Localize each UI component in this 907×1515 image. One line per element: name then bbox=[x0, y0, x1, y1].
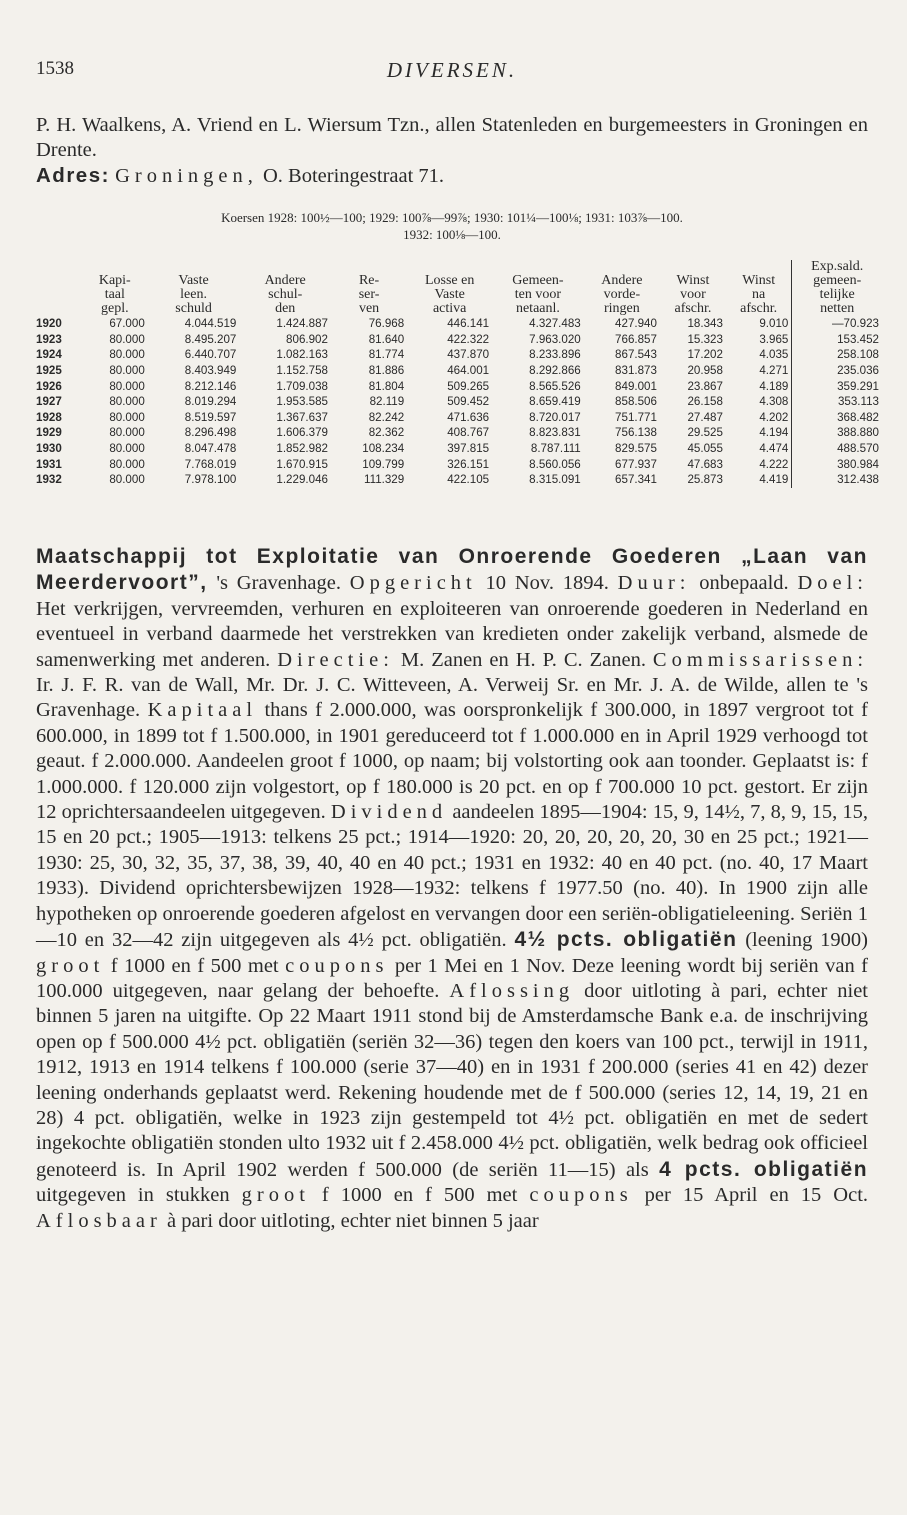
value-cell: 108.234 bbox=[362, 442, 405, 456]
page-header bbox=[36, 58, 868, 88]
column-header-line: netaanl. bbox=[515, 301, 560, 316]
commissarissen-label: Commissarissen: bbox=[652, 648, 869, 671]
value-cell: 8.296.498 bbox=[184, 426, 237, 440]
value-cell: 25.873 bbox=[687, 473, 723, 487]
value-cell: 1.709.038 bbox=[276, 379, 328, 393]
value-cell: 235.036 bbox=[792, 363, 882, 379]
obligaties-text-1d: door uitloting à pari, echter niet binnen 5 jaren na uitgifte. Op 22 Maart 1911 stond bij de Amsterdamsche Bank e.a. de inschrijving open op f 500.000 4½ pct. obligatiën (seriën 32—36) tegen den koers van 100 pct., terwijl in 1911, 1912, 1913 en 1914 telkens f 100.000 (serie 37—40) en in 1931 f 200.000 (series 41 en 42) dezer leening onderhands geplaatst werd. Rekening houdende met de f 500.000 (series 12, 14, 19, 21 en 28) 4 pct. obligatiën, welke in 1923 zijn gestempeld tot 4½ pct. obligatiën en met de sedert ingekochte obligatiën stonden ulto 1932 uit f 2.458.000 4½ pct. obligatiën, welk bedrag ook officieel genoteerd is. In April 1902 werden f 500.000 (de seriën 11—15) als bbox=[36, 979, 868, 1181]
column-header-line: ringen bbox=[603, 301, 640, 316]
value-cell: 488.570 bbox=[792, 441, 882, 457]
column-header-line: Vaste bbox=[434, 287, 465, 302]
obligaties-text-2d: à pari door uitloting, echter niet binnen 5 jaar bbox=[161, 1209, 539, 1232]
value-cell: 1.367.637 bbox=[276, 410, 328, 424]
value-cell: 408.767 bbox=[447, 426, 490, 440]
column-header-line: telijke bbox=[819, 287, 855, 302]
column-header-line: schuld bbox=[175, 301, 212, 316]
value-cell: 26.158 bbox=[687, 395, 723, 409]
company-paragraph bbox=[36, 544, 868, 1234]
value-cell: 9.010 bbox=[759, 317, 789, 331]
value-cell: 471.636 bbox=[447, 410, 490, 424]
column-header bbox=[239, 260, 331, 316]
koersen-line-2: 1932: 100⅛—100. bbox=[403, 227, 501, 242]
running-head: DIVERSEN. bbox=[386, 58, 518, 82]
value-cell: 867.543 bbox=[615, 348, 657, 362]
value-cell: —70.923 bbox=[792, 316, 882, 332]
doel-value: Het verkrijgen, vervreemden, verhuren en exploiteeren van onroerende goederen in Nederland en eventueel in verband daarmede het verstrekken van kredieten onder zakelijk verband, alsmede de samenwerking met anderen. bbox=[36, 597, 868, 671]
value-cell: 18.343 bbox=[687, 317, 723, 331]
value-cell: 80.000 bbox=[109, 442, 145, 456]
value-cell: 4.419 bbox=[759, 473, 789, 487]
value-cell: 806.902 bbox=[286, 332, 328, 346]
value-cell: 1.606.379 bbox=[276, 426, 328, 440]
value-cell: 17.202 bbox=[687, 348, 723, 362]
year-cell: 1923 bbox=[36, 332, 62, 346]
value-cell: 27.487 bbox=[687, 410, 723, 424]
value-cell: 8.659.419 bbox=[529, 395, 581, 409]
column-header bbox=[331, 260, 407, 316]
adres-street: O. Boteringestraat 71. bbox=[257, 165, 445, 187]
directie-value: M. Zanen en H. P. C. Zanen. bbox=[393, 648, 646, 671]
year-cell: 1928 bbox=[36, 410, 62, 424]
value-cell: 80.000 bbox=[109, 332, 145, 346]
value-cell: 446.141 bbox=[447, 317, 490, 331]
koersen-block bbox=[36, 209, 868, 243]
financial-table bbox=[36, 260, 882, 488]
column-header bbox=[36, 260, 82, 316]
column-header-line: ten voor bbox=[514, 287, 562, 302]
column-header-line: Kapi- bbox=[98, 273, 131, 288]
value-cell: 47.683 bbox=[687, 457, 723, 471]
value-cell: 111.329 bbox=[364, 473, 405, 487]
value-cell: 45.055 bbox=[687, 442, 723, 456]
year-cell: 1920 bbox=[36, 317, 62, 331]
value-cell: 4.327.483 bbox=[529, 317, 581, 331]
table-row bbox=[36, 394, 882, 410]
value-cell: 751.771 bbox=[615, 410, 657, 424]
value-cell: 8.403.949 bbox=[184, 364, 237, 378]
column-header-line: Losse en bbox=[424, 273, 475, 288]
value-cell: 29.525 bbox=[687, 426, 723, 440]
value-cell: 8.720.017 bbox=[529, 410, 581, 424]
value-cell: 4.222 bbox=[759, 457, 789, 471]
column-header-line: schul- bbox=[268, 287, 303, 302]
year-cell: 1931 bbox=[36, 457, 62, 471]
obligaties-text-2c: per 15 April en 15 Oct. bbox=[632, 1184, 869, 1207]
value-cell: 464.001 bbox=[447, 364, 490, 378]
column-header-line: afschr. bbox=[674, 301, 712, 316]
column-header-line: gemeen- bbox=[813, 273, 862, 288]
column-header bbox=[584, 260, 660, 316]
column-header-line: voor bbox=[680, 287, 706, 302]
year-cell: 1924 bbox=[36, 348, 62, 362]
table-row bbox=[36, 316, 882, 332]
value-cell: 766.857 bbox=[615, 332, 657, 346]
table-row bbox=[36, 472, 882, 488]
value-cell: 82.242 bbox=[368, 410, 405, 424]
value-cell: 4.035 bbox=[759, 348, 789, 362]
aflosbaar-label: Aflosbaar bbox=[36, 1209, 162, 1232]
opgericht-value: 10 Nov. 1894. bbox=[476, 572, 609, 595]
table-row bbox=[36, 425, 882, 441]
value-cell: 8.495.207 bbox=[184, 332, 237, 346]
doel-label: Doel: bbox=[797, 572, 868, 595]
column-header-line: Re- bbox=[358, 273, 380, 288]
adres-label: Adres: bbox=[36, 164, 110, 187]
coupons-label-2: coupons bbox=[529, 1184, 633, 1207]
value-cell: 1.852.982 bbox=[276, 442, 328, 456]
table-row bbox=[36, 378, 882, 394]
value-cell: 8.519.597 bbox=[184, 410, 237, 424]
page-number: 1538 bbox=[36, 58, 74, 79]
value-cell: 8.019.294 bbox=[184, 395, 237, 409]
value-cell: 509.452 bbox=[447, 395, 490, 409]
groot-label-1: groot bbox=[36, 954, 105, 977]
value-cell: 80.000 bbox=[109, 426, 145, 440]
table-row bbox=[36, 347, 882, 363]
directie-label: Directie: bbox=[277, 648, 394, 671]
column-header-line: Vaste bbox=[178, 273, 209, 288]
column-header-line: vorde- bbox=[603, 287, 641, 302]
groot-label-2: groot bbox=[241, 1184, 310, 1207]
value-cell: 509.265 bbox=[447, 379, 490, 393]
duur-value: onbepaald. bbox=[690, 572, 789, 595]
column-header bbox=[726, 260, 792, 316]
value-cell: 258.108 bbox=[792, 347, 882, 363]
kapitaal-label: Kapitaal bbox=[147, 699, 258, 722]
column-header-line: na bbox=[752, 287, 766, 302]
value-cell: 4.194 bbox=[759, 426, 789, 440]
value-cell: 326.151 bbox=[447, 457, 490, 471]
year-cell: 1927 bbox=[36, 395, 62, 409]
value-cell: 8.823.831 bbox=[529, 426, 581, 440]
opgericht-label: Opgericht bbox=[349, 572, 477, 595]
company-section bbox=[36, 544, 868, 1234]
table-body bbox=[36, 316, 882, 488]
value-cell: 4.202 bbox=[759, 410, 789, 424]
value-cell: 359.291 bbox=[792, 378, 882, 394]
value-cell: 8.233.896 bbox=[529, 348, 581, 362]
value-cell: 4.308 bbox=[759, 395, 789, 409]
obligaties-heading-1: 4½ pcts. obligatiën bbox=[514, 928, 738, 952]
value-cell: 81.886 bbox=[368, 364, 405, 378]
value-cell: 849.001 bbox=[615, 379, 657, 393]
table-row bbox=[36, 456, 882, 472]
value-cell: 4.271 bbox=[759, 364, 789, 378]
column-header bbox=[792, 260, 882, 316]
value-cell: 312.438 bbox=[792, 472, 882, 488]
value-cell: 80.000 bbox=[109, 473, 145, 487]
value-cell: 4.189 bbox=[759, 379, 789, 393]
value-cell: 1.424.887 bbox=[276, 317, 328, 331]
value-cell: 1.670.915 bbox=[276, 457, 328, 471]
value-cell: 858.506 bbox=[615, 395, 657, 409]
value-cell: 1.082.163 bbox=[276, 348, 328, 362]
value-cell: 76.968 bbox=[368, 317, 405, 331]
duur-label: Duur: bbox=[617, 572, 691, 595]
value-cell: 7.963.020 bbox=[529, 332, 581, 346]
value-cell: 15.323 bbox=[687, 332, 723, 346]
column-header bbox=[82, 260, 148, 316]
intro-paragraph bbox=[36, 113, 868, 189]
column-header-line: Winst bbox=[676, 273, 710, 288]
table-row bbox=[36, 332, 882, 348]
kapitaal-value: thans f 2.000.000, was oorspronkelijk f 300.000, in 1897 vergroot tot f 600.000, in 1899 tot f 1.500.000, in 1901 gereduceerd tot f 1.000.000 en in April 1929 verhoogd tot geaut. f 2.000.000. Aandeelen groot f 1000, op naam; bij volstorting ook aan toonder. Geplaatst is: f 1.000.000. f 120.000 zijn volgestort, op f 180.000 is 20 pct. en op f 700.000 10 pct. gestort. Er zijn 12 oprichtersaandeelen uitgegeven. bbox=[36, 699, 868, 824]
commissarissen-value: Ir. J. F. R. van de Wall, Mr. Dr. J. C. Witteveen, A. Verweij Sr. en Mr. J. A. de Wilde, allen te 's Gravenhage. bbox=[36, 674, 868, 722]
value-cell: 81.640 bbox=[368, 332, 405, 346]
value-cell: 8.787.111 bbox=[530, 442, 581, 456]
column-header-line: taal bbox=[104, 287, 125, 302]
value-cell: 81.774 bbox=[368, 348, 405, 362]
table-row bbox=[36, 441, 882, 457]
company-name: Maatschappij tot Exploitatie van Onroerende Goederen „Laan van Meerdervoort”, bbox=[36, 545, 868, 595]
value-cell: 67.000 bbox=[109, 317, 145, 331]
value-cell: 8.047.478 bbox=[184, 442, 237, 456]
obligaties-heading-2: 4 pcts. obligatiën bbox=[659, 1157, 869, 1181]
column-header-line: Andere bbox=[601, 273, 643, 288]
value-cell: 20.958 bbox=[687, 364, 723, 378]
value-cell: 1.152.758 bbox=[276, 364, 328, 378]
obligaties-text-1b: f 1000 en f 500 met bbox=[104, 954, 286, 977]
value-cell: 388.880 bbox=[792, 425, 882, 441]
column-header bbox=[407, 260, 492, 316]
value-cell: 427.940 bbox=[615, 317, 657, 331]
column-header-line: den bbox=[275, 301, 296, 316]
column-header-line: Andere bbox=[264, 273, 306, 288]
coupons-label-1: coupons bbox=[285, 954, 389, 977]
value-cell: 380.984 bbox=[792, 456, 882, 472]
table-row bbox=[36, 363, 882, 379]
value-cell: 80.000 bbox=[109, 395, 145, 409]
year-cell: 1929 bbox=[36, 426, 62, 440]
aflossing-label: Aflossing bbox=[449, 979, 575, 1002]
obligaties-text-1a: (leening 1900) bbox=[737, 929, 869, 952]
column-header bbox=[148, 260, 240, 316]
obligaties-text-2a: uitgegeven in stukken bbox=[36, 1184, 242, 1207]
value-cell: 4.474 bbox=[759, 442, 789, 456]
value-cell: 81.804 bbox=[368, 379, 405, 393]
value-cell: 80.000 bbox=[109, 348, 145, 362]
value-cell: 80.000 bbox=[109, 410, 145, 424]
obligaties-text-1c: per 1 Mei en 1 Nov. Deze leening wordt bij seriën van f 100.000 uitgegeven, naar gelang der behoefte. bbox=[36, 954, 868, 1002]
dividend-value: aandeelen 1895—1904: 15, 9, 14½, 7, 8, 9, 15, 15, 15 en 20 pct.; 1905—1913: telkens 25 pct.; 1914—1920: 20, 20, 20, 20, 20, 30 en 25 pct.; 1921—1930: 25, 30, 32, 35, 37, 38, 39, 40, 40 en 40 pct.; 1931 en 1932: 40 en 40 pct. (no. 40, 17 Maart 1933). Dividend oprichtersbewijzen 1928—1932: telkens f 1977.50 (no. 40). In 1900 zijn alle hypotheken op onroerende goederen afgelost en vervangen door een seriën-obligatieleening. Seriën 1—10 en 32—42 zijn uitgegeven als 4½ pct. obligatiën. bbox=[36, 801, 869, 952]
table-row bbox=[36, 410, 882, 426]
value-cell: 422.105 bbox=[447, 473, 490, 487]
column-header-line: afschr. bbox=[740, 301, 778, 316]
adres-city: Groningen, bbox=[115, 165, 258, 187]
column-header bbox=[660, 260, 726, 316]
obligaties-text-2b: f 1000 en f 500 met bbox=[309, 1184, 530, 1207]
column-header bbox=[492, 260, 584, 316]
column-header-line: ven bbox=[358, 301, 380, 316]
value-cell: 4.044.519 bbox=[184, 317, 237, 331]
column-header-line: leen. bbox=[180, 287, 207, 302]
value-cell: 3.965 bbox=[759, 332, 789, 346]
column-header-line: Gemeen- bbox=[512, 273, 564, 288]
value-cell: 109.799 bbox=[362, 457, 405, 471]
value-cell: 80.000 bbox=[109, 457, 145, 471]
value-cell: 23.867 bbox=[687, 379, 723, 393]
value-cell: 1.229.046 bbox=[276, 473, 328, 487]
value-cell: 437.870 bbox=[447, 348, 490, 362]
value-cell: 8.565.526 bbox=[529, 379, 581, 393]
value-cell: 80.000 bbox=[109, 364, 145, 378]
year-cell: 1925 bbox=[36, 364, 62, 378]
table-header bbox=[36, 260, 882, 316]
value-cell: 657.341 bbox=[615, 473, 657, 487]
column-header-line: gepl. bbox=[100, 301, 129, 316]
value-cell: 6.440.707 bbox=[184, 348, 237, 362]
column-header-line: ser- bbox=[358, 287, 380, 302]
value-cell: 831.873 bbox=[615, 364, 657, 378]
column-header-line: activa bbox=[432, 301, 467, 316]
column-header-line: netten bbox=[820, 301, 855, 316]
year-cell: 1926 bbox=[36, 379, 62, 393]
column-header-line: Exp.sald. bbox=[811, 259, 864, 274]
value-cell: 80.000 bbox=[109, 379, 145, 393]
value-cell: 422.322 bbox=[447, 332, 490, 346]
intro-persons: P. H. Waalkens, A. Vriend en L. Wiersum Tzn., allen Statenleden en burgemeesters in Groningen en Drente. bbox=[36, 114, 868, 161]
value-cell: 8.292.866 bbox=[529, 364, 581, 378]
value-cell: 397.815 bbox=[447, 442, 490, 456]
value-cell: 82.119 bbox=[369, 395, 405, 409]
value-cell: 8.315.091 bbox=[529, 473, 581, 487]
value-cell: 82.362 bbox=[368, 426, 405, 440]
value-cell: 829.575 bbox=[615, 442, 657, 456]
value-cell: 756.138 bbox=[615, 426, 657, 440]
value-cell: 677.937 bbox=[615, 457, 657, 471]
value-cell: 353.113 bbox=[792, 394, 882, 410]
value-cell: 7.978.100 bbox=[184, 473, 237, 487]
value-cell: 8.212.146 bbox=[184, 379, 237, 393]
year-cell: 1932 bbox=[36, 473, 62, 487]
year-cell: 1930 bbox=[36, 442, 62, 456]
company-city: 's Gravenhage. bbox=[207, 572, 341, 595]
header-row bbox=[36, 260, 882, 316]
dividend-label: Dividend bbox=[330, 801, 448, 824]
value-cell: 153.452 bbox=[792, 332, 882, 348]
koersen-line-1: Koersen 1928: 100½—100; 1929: 100⅞—99⅞; 1930: 101¼—100⅛; 1931: 103⅞—100. bbox=[221, 210, 683, 225]
value-cell: 7.768.019 bbox=[184, 457, 237, 471]
value-cell: 1.953.585 bbox=[276, 395, 328, 409]
value-cell: 368.482 bbox=[792, 410, 882, 426]
column-header-line: Winst bbox=[742, 273, 776, 288]
value-cell: 8.560.056 bbox=[529, 457, 581, 471]
